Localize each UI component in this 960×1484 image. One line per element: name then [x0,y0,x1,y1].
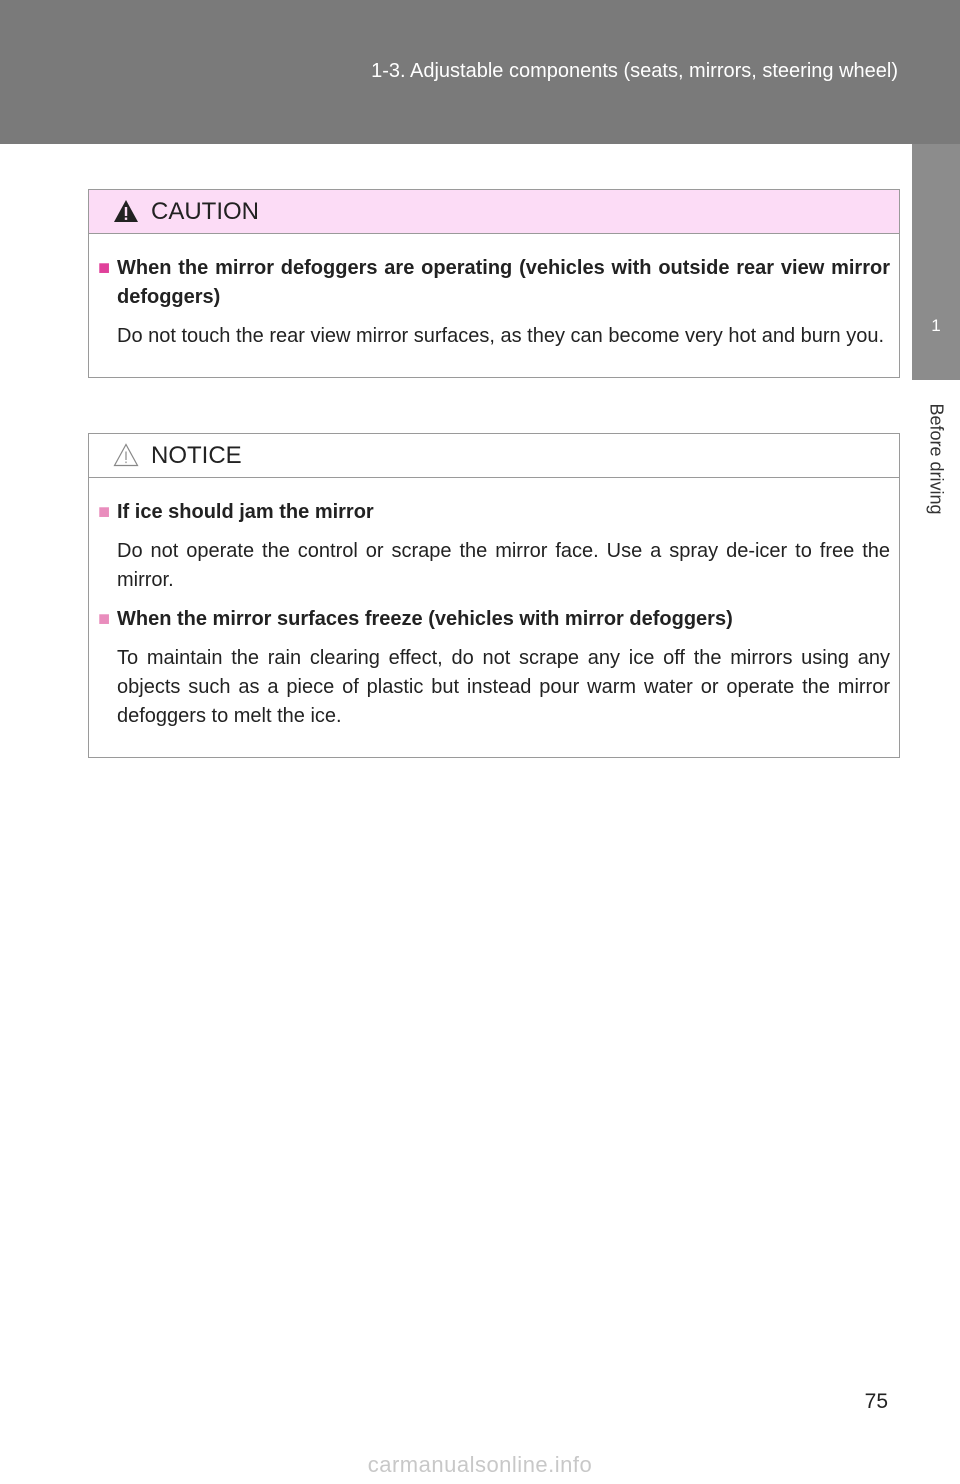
page-header [0,0,960,144]
caution-heading-text: When the mirror defoggers are operating (vehicles with outside rear view mirror defoggers) [117,257,890,308]
notice-header [89,434,899,478]
notice-item-heading [100,605,890,634]
caution-header [89,190,899,234]
section-title: 1-3. Adjustable components (seats, mirrors, steering wheel) [371,60,898,82]
chapter-number: 1 [931,316,941,335]
notice-box [88,433,900,758]
caution-title: CAUTION [151,198,259,225]
bullet-square-icon: ■ [98,257,111,279]
notice-item-text: Do not operate the control or scrape the mirror face. Use a spray de-icer to free the mirror. [117,540,890,591]
notice-item-heading [100,498,890,527]
warning-filled-icon [113,199,139,223]
chapter-tab [912,144,960,380]
bullet-square-icon: ■ [98,501,111,523]
bullet-square-icon: ■ [98,608,111,630]
caution-box [88,189,900,378]
caution-body [89,234,899,377]
warning-outline-icon [113,443,139,467]
notice-item-text: To maintain the rain clearing effect, do not scrape any ice off the mirrors using any objects such as a piece of plastic but instead pour warm water or operate the mirror defoggers to melt the ice. [117,647,890,727]
notice-title: NOTICE [151,442,242,469]
caution-item-heading [100,254,890,312]
notice-heading-text: When the mirror surfaces freeze (vehicles with mirror defoggers) [117,608,733,630]
watermark: carmanualsonline.info [367,1452,593,1477]
notice-heading-text: If ice should jam the mirror [117,501,374,523]
chapter-label: Before driving [926,403,947,515]
caution-item-text: Do not touch the rear view mirror surfaces, as they can become very hot and burn you. [117,325,885,347]
notice-body [89,478,899,757]
page-number: 75 [864,1390,888,1413]
